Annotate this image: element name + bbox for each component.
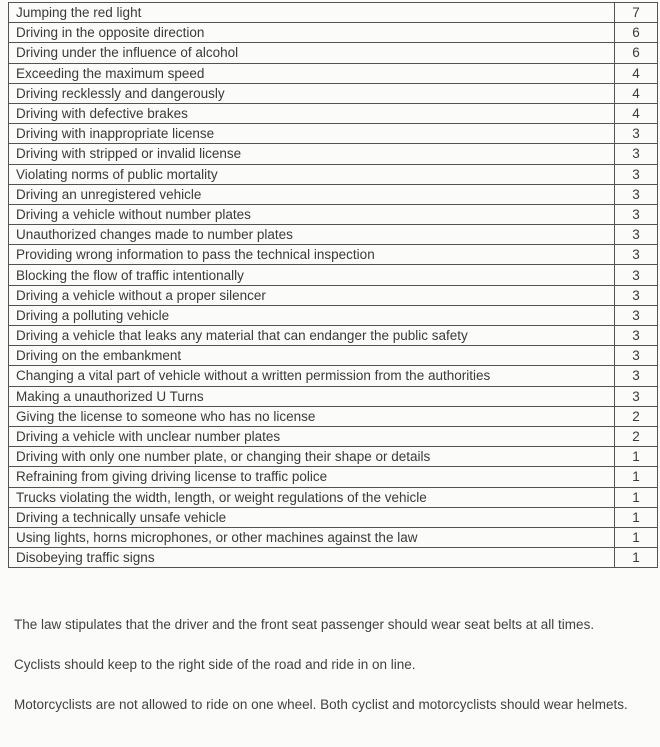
points-cell: 3 — [615, 366, 658, 386]
points-cell: 6 — [615, 43, 658, 63]
violation-cell: Trucks violating the width, length, or weight regulations of the vehicle — [9, 487, 615, 507]
violation-cell: Jumping the red light — [9, 3, 615, 23]
table-row — [9, 164, 658, 184]
points-cell: 4 — [615, 83, 658, 103]
violation-cell: Driving an unregistered vehicle — [9, 184, 615, 204]
table-row — [9, 527, 658, 547]
points-cell: 3 — [615, 346, 658, 366]
note-seat-belts: The law stipulates that the driver and the front seat passenger should wear seat belts at all times. — [14, 617, 595, 633]
points-cell: 2 — [615, 426, 658, 446]
table-row — [9, 83, 658, 103]
violation-cell: Exceeding the maximum speed — [9, 63, 615, 83]
violation-cell: Driving with inappropriate license — [9, 124, 615, 144]
table-row — [9, 225, 658, 245]
violation-cell: Driving in the opposite direction — [9, 23, 615, 43]
violation-cell: Driving under the influence of alcohol — [9, 43, 615, 63]
violation-cell: Driving with only one number plate, or changing their shape or details — [9, 447, 615, 467]
table-row — [9, 43, 658, 63]
points-cell: 3 — [615, 204, 658, 224]
violation-cell: Disobeying traffic signs — [9, 548, 615, 568]
points-cell: 3 — [615, 386, 658, 406]
points-cell: 1 — [615, 447, 658, 467]
table-row — [9, 426, 658, 446]
table-row — [9, 386, 658, 406]
points-cell: 3 — [615, 144, 658, 164]
violation-cell: Driving on the embankment — [9, 346, 615, 366]
violations-table-body — [9, 3, 658, 568]
violations-points-table — [8, 2, 658, 568]
points-cell: 3 — [615, 124, 658, 144]
points-cell: 3 — [615, 164, 658, 184]
table-row — [9, 204, 658, 224]
table-row — [9, 366, 658, 386]
violation-cell: Blocking the flow of traffic intentionally — [9, 265, 615, 285]
violation-cell: Driving recklessly and dangerously — [9, 83, 615, 103]
points-cell: 3 — [615, 265, 658, 285]
points-cell: 1 — [615, 487, 658, 507]
table-row — [9, 265, 658, 285]
violation-cell: Driving a polluting vehicle — [9, 305, 615, 325]
violation-cell: Violating norms of public mortality — [9, 164, 615, 184]
violation-cell: Driving a technically unsafe vehicle — [9, 507, 615, 527]
violation-cell: Making a unauthorized U Turns — [9, 386, 615, 406]
table-row — [9, 3, 658, 23]
points-cell: 2 — [615, 406, 658, 426]
note-cyclists: Cyclists should keep to the right side of the road and ride in on line. — [14, 657, 416, 673]
points-cell: 1 — [615, 507, 658, 527]
points-cell: 1 — [615, 548, 658, 568]
table-row — [9, 467, 658, 487]
note-motorcyclists: Motorcyclists are not allowed to ride on one wheel. Both cyclist and motorcyclists should wear helmets. — [14, 697, 628, 713]
table-row — [9, 285, 658, 305]
table-row — [9, 548, 658, 568]
violation-cell: Driving a vehicle without a proper silencer — [9, 285, 615, 305]
points-cell: 1 — [615, 527, 658, 547]
violation-cell: Driving a vehicle without number plates — [9, 204, 615, 224]
violation-cell: Driving a vehicle with unclear number plates — [9, 426, 615, 446]
violation-cell: Unauthorized changes made to number plates — [9, 225, 615, 245]
points-cell: 3 — [615, 184, 658, 204]
points-cell: 7 — [615, 3, 658, 23]
table-row — [9, 63, 658, 83]
table-row — [9, 447, 658, 467]
table-row — [9, 23, 658, 43]
points-cell: 3 — [615, 285, 658, 305]
points-cell: 4 — [615, 103, 658, 123]
violation-cell: Using lights, horns microphones, or other machines against the law — [9, 527, 615, 547]
law-notes-section — [8, 613, 646, 717]
points-cell: 4 — [615, 63, 658, 83]
table-row — [9, 103, 658, 123]
points-cell: 1 — [615, 467, 658, 487]
points-cell: 3 — [615, 225, 658, 245]
table-row — [9, 487, 658, 507]
points-cell: 3 — [615, 245, 658, 265]
table-row — [9, 346, 658, 366]
violation-cell: Driving a vehicle that leaks any material that can endanger the public safety — [9, 326, 615, 346]
table-row — [9, 326, 658, 346]
violation-cell: Providing wrong information to pass the technical inspection — [9, 245, 615, 265]
violation-cell: Driving with defective brakes — [9, 103, 615, 123]
points-cell: 3 — [615, 326, 658, 346]
table-row — [9, 184, 658, 204]
table-row — [9, 144, 658, 164]
table-row — [9, 124, 658, 144]
table-row — [9, 245, 658, 265]
table-row — [9, 406, 658, 426]
table-row — [9, 305, 658, 325]
points-cell: 6 — [615, 23, 658, 43]
violation-cell: Driving with stripped or invalid license — [9, 144, 615, 164]
violation-cell: Refraining from giving driving license to traffic police — [9, 467, 615, 487]
violation-cell: Giving the license to someone who has no license — [9, 406, 615, 426]
table-row — [9, 507, 658, 527]
violation-cell: Changing a vital part of vehicle without a written permission from the authorities — [9, 366, 615, 386]
points-cell: 3 — [615, 305, 658, 325]
